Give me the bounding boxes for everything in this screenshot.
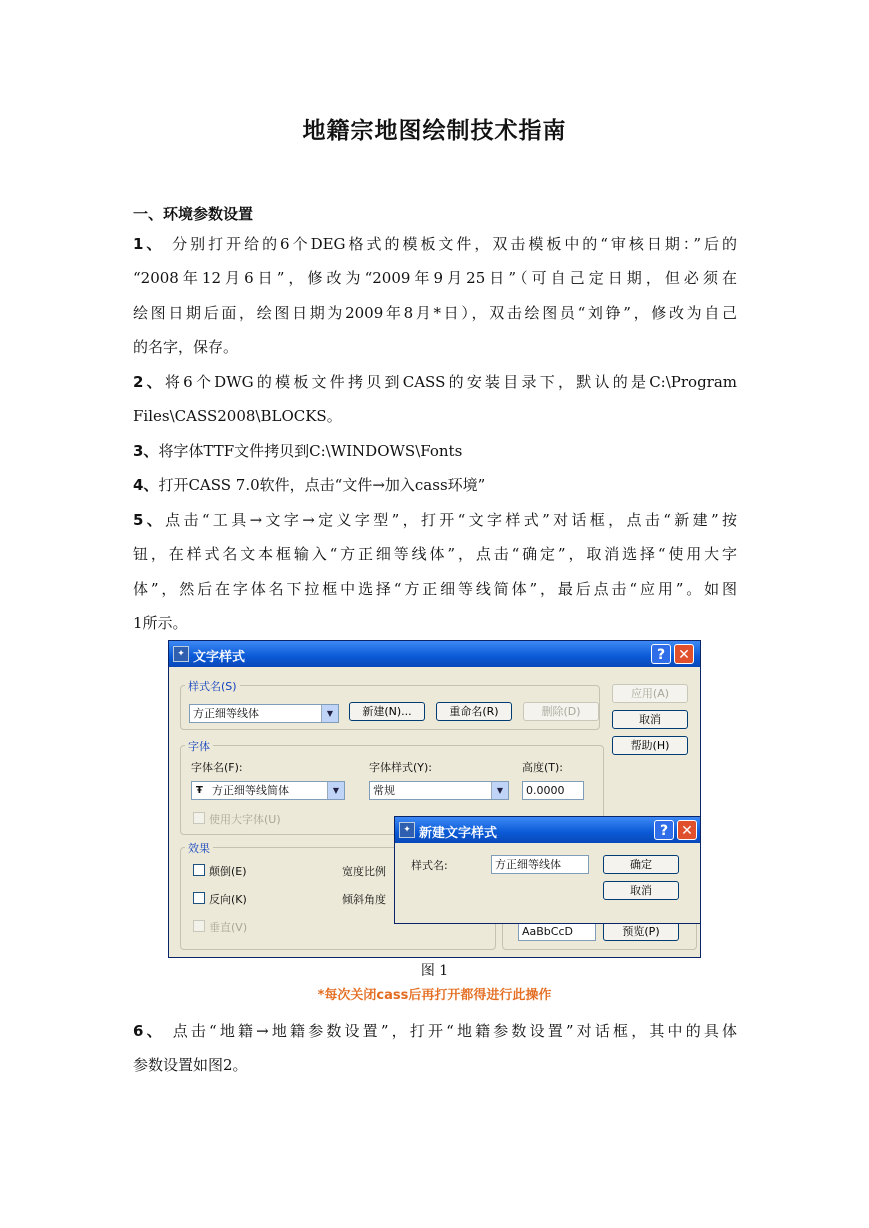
help-icon[interactable]: ? — [654, 820, 674, 840]
apply-button[interactable]: 应用(A) — [612, 684, 688, 703]
font-style-select[interactable]: 常规 ▼ — [369, 781, 509, 800]
close-icon[interactable]: ✕ — [677, 820, 697, 840]
preview-text-input[interactable]: AaBbCcD — [518, 922, 596, 941]
p4-line: 4、打开CASS 7.0软件，点击“文件→加入cass环境” — [133, 476, 486, 494]
chevron-down-icon: ▼ — [321, 705, 338, 722]
document-title: 地籍宗地图绘制技术指南 — [302, 118, 567, 144]
p3-number: 3、 — [133, 442, 159, 460]
rename-button[interactable]: 重命名(R) — [436, 702, 512, 721]
preview-button[interactable]: 预览(P) — [603, 922, 679, 941]
p1-line-4: 的名字，保存。 — [133, 338, 239, 356]
warning-note: *每次关闭cass后再打开都得进行此操作 — [317, 988, 552, 1003]
font-group-label: 字体 — [185, 738, 213, 754]
font-name-select[interactable]: Ŧ 方正细等线简体 ▼ — [191, 781, 345, 800]
section-heading: 一、环境参数设置 — [133, 205, 254, 223]
p5-line-4: 1所示。 — [133, 614, 188, 632]
ok-button[interactable]: 确定 — [603, 855, 679, 874]
p5-line-1: 5、点击“工具→文字→定义字型”，打开“文字样式”对话框，点击“新建”按 — [133, 511, 738, 529]
help-icon[interactable]: ? — [651, 644, 671, 664]
backwards-label: 反向(K) — [209, 893, 247, 906]
backwards-checkbox[interactable] — [193, 892, 205, 904]
p6-line-1: 6、 点击“地籍→地籍参数设置”，打开“地籍参数设置”对话框，其中的具体 — [133, 1022, 738, 1040]
figure-1-screenshot — [168, 640, 701, 958]
p2-line-1: 2、将6个DWG的模板文件拷贝到CASS的安装目录下，默认的是C:\Program — [133, 373, 738, 391]
new-dialog-cancel-button[interactable]: 取消 — [603, 881, 679, 900]
help-button[interactable]: 帮助(H) — [612, 736, 688, 755]
new-style-name-label: 样式名: — [411, 859, 448, 872]
effects-group-label: 效果 — [185, 840, 213, 856]
dialog-titlebar — [169, 641, 700, 667]
p1-line-3: 绘图日期后面，绘图日期为2009年8月*日），双击绘图员“刘铮”，修改为自己 — [133, 304, 737, 322]
new-dialog-titlebar — [395, 817, 700, 843]
p4-number: 4、 — [133, 476, 159, 494]
p5-line-2: 钮，在样式名文本框输入“方正细等线体”，点击“确定”，取消选择“使用大字 — [133, 545, 737, 563]
bigfont-label: 使用大字体(U) — [209, 813, 281, 826]
dialog-title: 文字样式 — [193, 650, 246, 665]
p5-line-3: 体”，然后在字体名下拉框中选择“方正细等线简体”，最后点击“应用”。如图 — [133, 580, 737, 598]
delete-button[interactable]: 删除(D) — [523, 702, 599, 721]
cancel-button[interactable]: 取消 — [612, 710, 688, 729]
figure-caption: 图 1 — [420, 963, 449, 979]
width-factor-label: 宽度比例 — [342, 865, 386, 878]
vertical-label: 垂直(V) — [209, 921, 248, 934]
truetype-icon: Ŧ — [196, 785, 203, 796]
p6-number: 6、 — [133, 1022, 165, 1040]
close-icon[interactable]: ✕ — [674, 644, 694, 664]
new-style-button[interactable]: 新建(N)... — [349, 702, 425, 721]
p3-line: 3、将字体TTF文件拷贝到C:\WINDOWS\Fonts — [133, 442, 463, 460]
vertical-checkbox[interactable] — [193, 920, 205, 932]
style-name-group-label: 样式名(S) — [185, 678, 240, 694]
new-text-style-dialog — [394, 816, 701, 924]
chevron-down-icon: ▼ — [327, 782, 344, 799]
p6-line-2: 参数设置如图2。 — [133, 1056, 248, 1074]
font-style-label: 字体样式(Y): — [369, 761, 433, 774]
upside-down-checkbox[interactable] — [193, 864, 205, 876]
p1-line-2: “2008年12月6日”，修改为“2009年9月25日”（可自己定日期，但必须在 — [133, 269, 737, 287]
style-name-select[interactable]: 方正细等线体 ▼ — [189, 704, 339, 723]
p2-line-2: Files\CASS2008\BLOCKS。 — [133, 407, 342, 425]
p2-number: 2、 — [133, 373, 165, 391]
bigfont-checkbox[interactable] — [193, 812, 205, 824]
p5-number: 5、 — [133, 511, 166, 529]
height-input[interactable]: 0.0000 — [522, 781, 584, 800]
new-style-name-input[interactable]: 方正细等线体 — [491, 855, 589, 874]
p1-line-1: 1、 分别打开给的6个DEG格式的模板文件，双击模板中的“审核日期：”后的 — [133, 235, 737, 253]
chevron-down-icon: ▼ — [491, 782, 508, 799]
cad-app-icon: ✦ — [173, 646, 189, 662]
p1-number: 1、 — [133, 235, 165, 253]
height-label: 高度(T): — [522, 761, 564, 774]
oblique-angle-label: 倾斜角度 — [342, 893, 386, 906]
new-dialog-title: 新建文字样式 — [419, 826, 498, 841]
font-name-label: 字体名(F): — [191, 761, 243, 774]
cad-app-icon: ✦ — [399, 822, 415, 838]
upside-down-label: 颠倒(E) — [209, 865, 247, 878]
